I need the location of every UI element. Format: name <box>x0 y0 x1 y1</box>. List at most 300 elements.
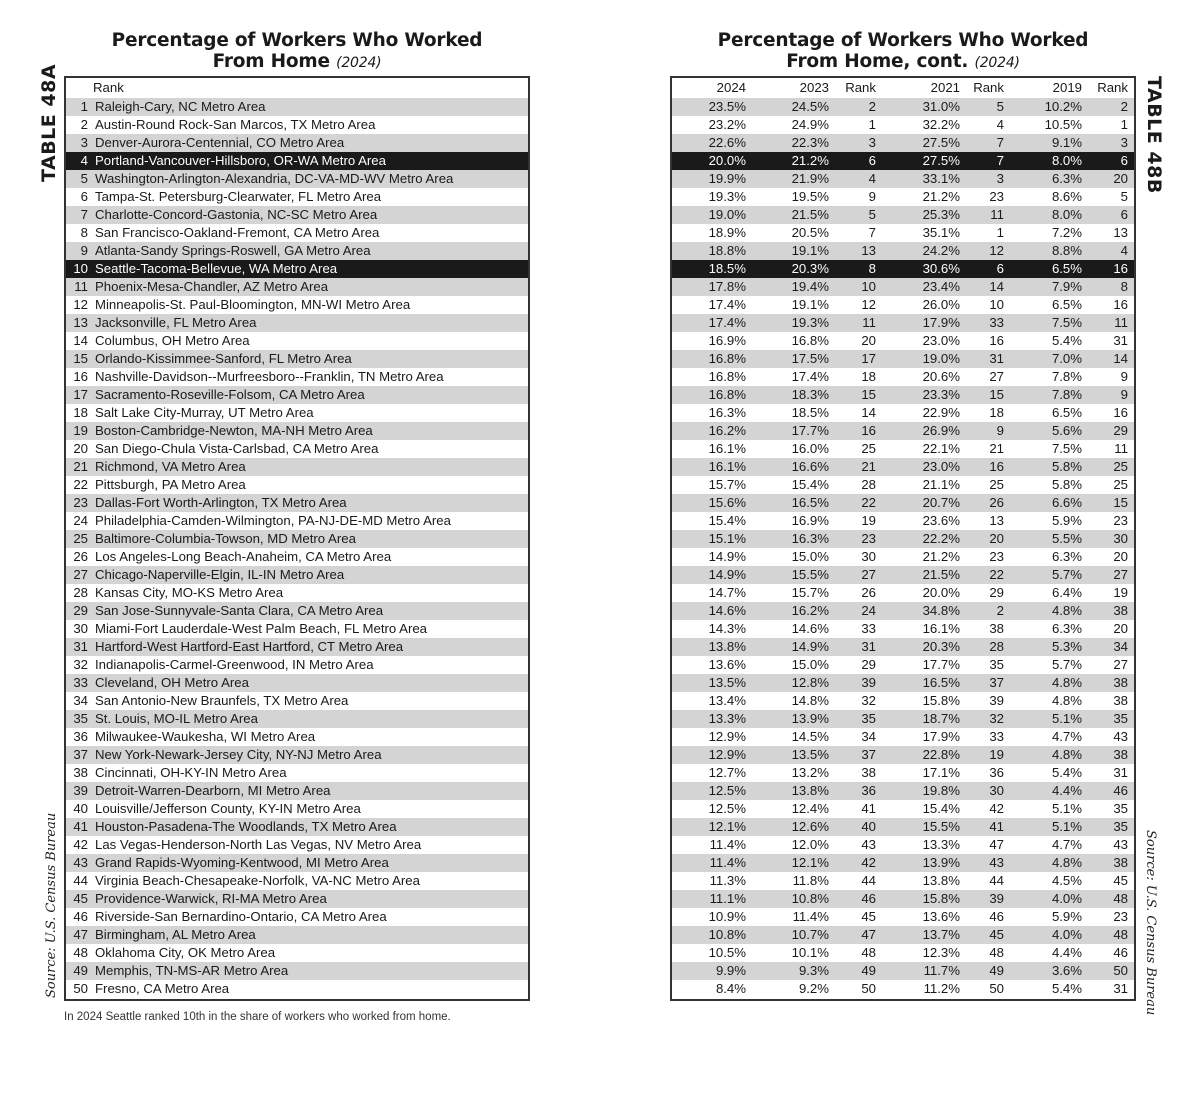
pct-2019-cell: 5.7% <box>1051 567 1082 582</box>
rank-2019-cell: 31 <box>1113 765 1128 780</box>
pct-2019-cell: 8.0% <box>1051 153 1082 168</box>
rank-2021-cell: 11 <box>990 207 1004 222</box>
table-b-title-line1: Percentage of Workers Who Worked <box>717 30 1089 51</box>
table-row <box>672 656 1134 674</box>
rank-number: 27 <box>73 567 88 582</box>
pct-2019-cell: 5.8% <box>1051 459 1082 474</box>
rank-number: 32 <box>73 657 88 672</box>
table-row <box>672 98 1134 116</box>
table-row <box>672 260 1134 278</box>
rank-number: 4 <box>80 153 88 168</box>
metro-area-name: Austin-Round Rock-San Marcos, TX Metro Area <box>95 117 376 132</box>
pct-2023-cell: 12.6% <box>791 819 829 834</box>
rank-number: 45 <box>73 891 88 906</box>
table-row <box>672 692 1134 710</box>
rank-2023-cell: 17 <box>861 351 876 366</box>
pct-2023-cell: 10.8% <box>791 891 829 906</box>
pct-2024-cell: 17.4% <box>708 315 746 330</box>
rank-number: 1 <box>80 99 88 114</box>
pct-2024-cell: 13.8% <box>708 639 746 654</box>
rank-2019-cell: 9 <box>1120 369 1128 384</box>
rank-number: 13 <box>73 315 88 330</box>
metro-area-name: Las Vegas-Henderson-North Las Vegas, NV Metro Area <box>95 837 422 852</box>
table-row <box>672 584 1134 602</box>
rank-number: 43 <box>73 855 88 870</box>
pct-2019-cell: 6.4% <box>1051 585 1082 600</box>
rank-number: 10 <box>73 261 88 276</box>
pct-2023-cell: 21.9% <box>791 171 829 186</box>
rank-2019-cell: 45 <box>1113 873 1128 888</box>
rank-number: 15 <box>73 351 88 366</box>
col-header-2021: 2021 <box>930 80 960 95</box>
pct-2019-cell: 5.8% <box>1051 477 1082 492</box>
pct-2021-cell: 17.1% <box>922 765 960 780</box>
table-row <box>66 890 528 908</box>
rank-2023-cell: 25 <box>861 441 876 456</box>
rank-2019-cell: 34 <box>1113 639 1128 654</box>
pct-2019-cell: 8.0% <box>1051 207 1082 222</box>
table-b-values <box>670 76 1136 1001</box>
pct-2023-cell: 15.7% <box>791 585 829 600</box>
pct-2019-cell: 4.8% <box>1051 693 1082 708</box>
pct-2023-cell: 19.5% <box>791 189 829 204</box>
rank-2021-cell: 4 <box>996 117 1004 132</box>
pct-2021-cell: 27.5% <box>922 135 960 150</box>
rank-2019-cell: 15 <box>1113 495 1128 510</box>
table-row <box>672 854 1134 872</box>
metro-area-name: Boston-Cambridge-Newton, MA-NH Metro Area <box>95 423 373 438</box>
metro-area-name: Sacramento-Roseville-Folsom, CA Metro Area <box>95 387 365 402</box>
col-header-2023: 2023 <box>799 80 829 95</box>
rank-2019-cell: 16 <box>1113 297 1128 312</box>
pct-2024-cell: 18.9% <box>708 225 746 240</box>
rank-2021-cell: 14 <box>989 279 1004 294</box>
table-row <box>66 872 528 890</box>
table-row <box>672 962 1134 980</box>
pct-2021-cell: 11.2% <box>923 981 960 996</box>
table-row <box>66 746 528 764</box>
pct-2019-cell: 4.4% <box>1051 783 1082 798</box>
pct-2021-cell: 12.3% <box>922 945 960 960</box>
pct-2021-cell: 17.9% <box>922 315 960 330</box>
pct-2024-cell: 15.4% <box>708 513 746 528</box>
table-a-body <box>66 98 528 998</box>
table-row <box>66 116 528 134</box>
rank-2021-cell: 41 <box>989 819 1004 834</box>
rank-2019-cell: 6 <box>1120 153 1128 168</box>
rank-2019-cell: 9 <box>1120 387 1128 402</box>
pct-2019-cell: 6.3% <box>1051 171 1082 186</box>
pct-2024-cell: 16.8% <box>708 387 746 402</box>
pct-2019-cell: 5.1% <box>1051 819 1082 834</box>
pct-2019-cell: 6.3% <box>1051 621 1082 636</box>
rank-2019-cell: 31 <box>1113 333 1128 348</box>
rank-number: 38 <box>73 765 88 780</box>
metro-area-name: Portland-Vancouver-Hillsboro, OR-WA Metro Area <box>95 153 386 168</box>
table-row <box>672 386 1134 404</box>
table-row <box>66 440 528 458</box>
rank-2023-cell: 35 <box>861 711 876 726</box>
table-row <box>66 566 528 584</box>
rank-2019-cell: 23 <box>1113 909 1128 924</box>
rank-2021-cell: 42 <box>989 801 1004 816</box>
rank-2019-cell: 43 <box>1113 837 1128 852</box>
table-row <box>672 926 1134 944</box>
table-row <box>672 602 1134 620</box>
table-row <box>66 674 528 692</box>
table-row <box>66 836 528 854</box>
rank-2023-cell: 14 <box>861 405 876 420</box>
pct-2023-cell: 10.1% <box>791 945 829 960</box>
table-row <box>66 764 528 782</box>
metro-area-name: San Antonio-New Braunfels, TX Metro Area <box>95 693 349 708</box>
rank-2021-cell: 13 <box>989 513 1004 528</box>
table-row <box>66 980 528 998</box>
rank-2023-cell: 11 <box>862 315 876 330</box>
rank-number: 23 <box>73 495 88 510</box>
table-row <box>672 134 1134 152</box>
rank-number: 30 <box>73 621 88 636</box>
pct-2021-cell: 31.0% <box>922 99 960 114</box>
table-row <box>672 728 1134 746</box>
rank-2019-cell: 11 <box>1114 315 1128 330</box>
pct-2023-cell: 19.1% <box>791 297 829 312</box>
pct-2021-cell: 20.7% <box>922 495 960 510</box>
table-row <box>672 566 1134 584</box>
pct-2023-cell: 20.5% <box>791 225 829 240</box>
pct-2023-cell: 13.2% <box>791 765 829 780</box>
pct-2019-cell: 5.9% <box>1051 909 1082 924</box>
table-a-title-line2: From Home <box>212 51 330 72</box>
rank-2023-cell: 39 <box>861 675 876 690</box>
table-row <box>672 404 1134 422</box>
col-header-2024: 2024 <box>716 80 746 95</box>
rank-2019-cell: 27 <box>1113 657 1128 672</box>
table-row <box>672 116 1134 134</box>
pct-2024-cell: 14.6% <box>708 603 746 618</box>
rank-2023-cell: 20 <box>861 333 876 348</box>
rank-2021-cell: 33 <box>989 315 1004 330</box>
metro-area-name: Charlotte-Concord-Gastonia, NC-SC Metro Area <box>95 207 378 222</box>
rank-2019-cell: 29 <box>1113 423 1128 438</box>
rank-number: 28 <box>73 585 88 600</box>
metro-area-name: Minneapolis-St. Paul-Bloomington, MN-WI Metro Area <box>95 297 411 312</box>
rank-2019-cell: 38 <box>1113 693 1128 708</box>
table-row <box>66 224 528 242</box>
rank-2019-cell: 35 <box>1113 819 1128 834</box>
rank-2021-cell: 18 <box>989 405 1004 420</box>
pct-2021-cell: 13.6% <box>922 909 960 924</box>
rank-2023-cell: 9 <box>868 189 876 204</box>
pct-2024-cell: 10.5% <box>708 945 746 960</box>
rank-number: 44 <box>73 873 88 888</box>
table-row <box>66 656 528 674</box>
metro-area-name: Dallas-Fort Worth-Arlington, TX Metro Area <box>95 495 347 510</box>
pct-2024-cell: 14.7% <box>708 585 746 600</box>
pct-2019-cell: 6.3% <box>1051 549 1082 564</box>
pct-2021-cell: 30.6% <box>922 261 960 276</box>
table-row <box>66 386 528 404</box>
metro-area-name: Milwaukee-Waukesha, WI Metro Area <box>95 729 316 744</box>
rank-2023-cell: 46 <box>861 891 876 906</box>
rank-number: 9 <box>80 243 88 258</box>
table-row <box>66 620 528 638</box>
pct-2019-cell: 6.5% <box>1051 297 1082 312</box>
metro-area-name: Philadelphia-Camden-Wilmington, PA-NJ-DE-MD Metro Area <box>95 513 451 528</box>
table-row <box>672 908 1134 926</box>
pct-2024-cell: 13.6% <box>708 657 746 672</box>
metro-area-name: Birmingham, AL Metro Area <box>95 927 256 942</box>
rank-2021-cell: 46 <box>989 909 1004 924</box>
table-row <box>66 422 528 440</box>
table-row <box>66 548 528 566</box>
pct-2024-cell: 23.2% <box>708 117 746 132</box>
rank-number: 46 <box>73 909 88 924</box>
pct-2021-cell: 24.2% <box>922 243 960 258</box>
table-row <box>66 206 528 224</box>
metro-area-name: Atlanta-Sandy Springs-Roswell, GA Metro Area <box>95 243 371 258</box>
pct-2021-cell: 22.8% <box>922 747 960 762</box>
table-row <box>66 134 528 152</box>
table-row <box>66 350 528 368</box>
rank-2021-cell: 27 <box>989 369 1004 384</box>
pct-2019-cell: 7.0% <box>1051 351 1082 366</box>
rank-number: 26 <box>73 549 88 564</box>
metro-area-name: Raleigh-Cary, NC Metro Area <box>95 99 266 114</box>
rank-2023-cell: 29 <box>861 657 876 672</box>
pct-2019-cell: 7.5% <box>1051 441 1082 456</box>
pct-2024-cell: 13.4% <box>708 693 746 708</box>
rank-2019-cell: 35 <box>1113 711 1128 726</box>
metro-area-name: Denver-Aurora-Centennial, CO Metro Area <box>95 135 345 150</box>
rank-2021-cell: 2 <box>996 603 1004 618</box>
rank-number: 18 <box>73 405 88 420</box>
rank-2023-cell: 34 <box>861 729 876 744</box>
rank-2023-cell: 7 <box>868 225 876 240</box>
rank-2023-cell: 44 <box>861 873 876 888</box>
table-row <box>672 314 1134 332</box>
metro-area-name: Memphis, TN-MS-AR Metro Area <box>95 963 289 978</box>
metro-area-name: Riverside-San Bernardino-Ontario, CA Metro Area <box>95 909 387 924</box>
table-b-title-year: (2024) <box>974 55 1020 71</box>
table-row <box>66 242 528 260</box>
rank-2023-cell: 43 <box>861 837 876 852</box>
col-header-rank-2019: Rank <box>1097 80 1128 95</box>
rank-2019-cell: 1 <box>1120 117 1128 132</box>
table-row <box>66 494 528 512</box>
rank-2023-cell: 38 <box>861 765 876 780</box>
pct-2021-cell: 23.0% <box>922 333 960 348</box>
pct-2021-cell: 15.8% <box>922 693 960 708</box>
rank-number: 40 <box>73 801 88 816</box>
pct-2021-cell: 21.2% <box>922 549 960 564</box>
pct-2024-cell: 11.1% <box>709 891 746 906</box>
rank-2021-cell: 35 <box>989 657 1004 672</box>
table-row <box>66 782 528 800</box>
metro-area-name: Indianapolis-Carmel-Greenwood, IN Metro Area <box>95 657 374 672</box>
rank-2023-cell: 40 <box>861 819 876 834</box>
table-a-title-line1: Percentage of Workers Who Worked <box>111 30 483 51</box>
table-row <box>672 944 1134 962</box>
rank-number: 22 <box>73 477 88 492</box>
pct-2024-cell: 12.1% <box>708 819 746 834</box>
table-row <box>672 512 1134 530</box>
rank-2021-cell: 44 <box>989 873 1004 888</box>
pct-2024-cell: 16.1% <box>708 441 746 456</box>
metro-area-name: Phoenix-Mesa-Chandler, AZ Metro Area <box>95 279 329 294</box>
pct-2023-cell: 24.5% <box>791 99 829 114</box>
table-row <box>66 404 528 422</box>
rank-2019-cell: 8 <box>1120 279 1128 294</box>
pct-2023-cell: 17.7% <box>791 423 829 438</box>
rank-2021-cell: 1 <box>996 225 1004 240</box>
rank-number: 48 <box>73 945 88 960</box>
pct-2024-cell: 17.8% <box>708 279 746 294</box>
table-row <box>672 800 1134 818</box>
rank-2023-cell: 26 <box>861 585 876 600</box>
rank-2021-cell: 28 <box>989 639 1004 654</box>
rank-number: 50 <box>73 981 88 996</box>
metro-area-name: Grand Rapids-Wyoming-Kentwood, MI Metro Area <box>95 855 389 870</box>
table-row <box>66 458 528 476</box>
table-row <box>672 188 1134 206</box>
rank-2019-cell: 43 <box>1113 729 1128 744</box>
pct-2024-cell: 12.7% <box>708 765 746 780</box>
table-row <box>66 152 528 170</box>
table-row <box>672 836 1134 854</box>
rank-2021-cell: 5 <box>996 99 1004 114</box>
pct-2021-cell: 23.4% <box>922 279 960 294</box>
metro-area-name: Cincinnati, OH-KY-IN Metro Area <box>95 765 287 780</box>
pct-2021-cell: 15.4% <box>922 801 960 816</box>
rank-2021-cell: 45 <box>989 927 1004 942</box>
table-row <box>66 710 528 728</box>
rank-2023-cell: 42 <box>861 855 876 870</box>
pct-2024-cell: 13.3% <box>708 711 746 726</box>
rank-2019-cell: 11 <box>1114 441 1128 456</box>
pct-2023-cell: 15.4% <box>791 477 829 492</box>
table-row <box>66 908 528 926</box>
rank-number: 7 <box>80 207 88 222</box>
pct-2023-cell: 9.2% <box>798 981 829 996</box>
rank-2021-cell: 25 <box>989 477 1004 492</box>
metro-area-name: Houston-Pasadena-The Woodlands, TX Metro Area <box>95 819 397 834</box>
pct-2019-cell: 4.4% <box>1051 945 1082 960</box>
metro-area-name: Cleveland, OH Metro Area <box>95 675 249 690</box>
pct-2024-cell: 16.2% <box>708 423 746 438</box>
pct-2019-cell: 5.4% <box>1051 765 1082 780</box>
metro-area-name: Salt Lake City-Murray, UT Metro Area <box>95 405 314 420</box>
rank-2023-cell: 13 <box>861 243 876 258</box>
metro-area-name: Fresno, CA Metro Area <box>95 981 230 996</box>
table-row <box>66 638 528 656</box>
rank-2019-cell: 48 <box>1113 891 1128 906</box>
rank-number: 24 <box>73 513 88 528</box>
rank-number: 49 <box>73 963 88 978</box>
rank-2023-cell: 48 <box>861 945 876 960</box>
rank-2019-cell: 46 <box>1113 783 1128 798</box>
rank-number: 42 <box>73 837 88 852</box>
pct-2019-cell: 6.5% <box>1051 261 1082 276</box>
pct-2023-cell: 21.2% <box>791 153 829 168</box>
table-a-label: TABLE 48A <box>38 63 60 182</box>
metro-area-name: Orlando-Kissimmee-Sanford, FL Metro Area <box>95 351 352 366</box>
rank-2023-cell: 19 <box>861 513 876 528</box>
pct-2019-cell: 5.6% <box>1051 423 1082 438</box>
pct-2023-cell: 12.0% <box>791 837 829 852</box>
metro-area-name: Oklahoma City, OK Metro Area <box>95 945 276 960</box>
rank-2019-cell: 5 <box>1120 189 1128 204</box>
pct-2023-cell: 17.5% <box>791 351 829 366</box>
metro-area-name: Virginia Beach-Chesapeake-Norfolk, VA-NC Metro Area <box>95 873 420 888</box>
metro-area-name: Hartford-West Hartford-East Hartford, CT Metro Area <box>95 639 404 654</box>
rank-2021-cell: 43 <box>989 855 1004 870</box>
pct-2021-cell: 21.2% <box>922 189 960 204</box>
pct-2021-cell: 34.8% <box>922 603 960 618</box>
pct-2021-cell: 25.3% <box>922 207 960 222</box>
pct-2019-cell: 9.1% <box>1051 135 1082 150</box>
pct-2023-cell: 12.4% <box>791 801 829 816</box>
pct-2021-cell: 13.8% <box>922 873 960 888</box>
rank-number: 17 <box>73 387 88 402</box>
table-row <box>66 692 528 710</box>
pct-2024-cell: 16.3% <box>708 405 746 420</box>
table-row <box>672 674 1134 692</box>
pct-2024-cell: 15.7% <box>708 477 746 492</box>
rank-number: 25 <box>73 531 88 546</box>
pct-2023-cell: 14.9% <box>791 639 829 654</box>
pct-2019-cell: 5.3% <box>1051 639 1082 654</box>
table-row <box>66 818 528 836</box>
pct-2023-cell: 16.3% <box>791 531 829 546</box>
rank-2023-cell: 16 <box>861 423 876 438</box>
rank-2019-cell: 25 <box>1113 477 1128 492</box>
pct-2021-cell: 16.5% <box>922 675 960 690</box>
rank-2021-cell: 49 <box>989 963 1004 978</box>
pct-2023-cell: 16.0% <box>791 441 829 456</box>
pct-2023-cell: 13.8% <box>791 783 829 798</box>
table-row <box>672 494 1134 512</box>
pct-2023-cell: 14.8% <box>791 693 829 708</box>
rank-2019-cell: 2 <box>1120 99 1128 114</box>
pct-2023-cell: 19.1% <box>791 243 829 258</box>
pct-2024-cell: 19.9% <box>708 171 746 186</box>
rank-2023-cell: 1 <box>868 117 876 132</box>
pct-2021-cell: 22.1% <box>922 441 960 456</box>
pct-2021-cell: 23.6% <box>922 513 960 528</box>
col-header-rank-2023: Rank <box>845 80 876 95</box>
pct-2023-cell: 13.5% <box>791 747 829 762</box>
rank-number: 34 <box>73 693 88 708</box>
table-row <box>66 278 528 296</box>
pct-2023-cell: 19.3% <box>791 315 829 330</box>
rank-2021-cell: 32 <box>989 711 1004 726</box>
rank-number: 29 <box>73 603 88 618</box>
rank-2023-cell: 47 <box>861 927 876 942</box>
pct-2019-cell: 4.8% <box>1051 603 1082 618</box>
rank-number: 41 <box>73 819 88 834</box>
rank-number: 20 <box>73 441 88 456</box>
rank-2019-cell: 20 <box>1113 171 1128 186</box>
rank-2023-cell: 49 <box>861 963 876 978</box>
table-row <box>672 476 1134 494</box>
pct-2023-cell: 16.9% <box>791 513 829 528</box>
rank-2021-cell: 20 <box>989 531 1004 546</box>
table-row <box>66 800 528 818</box>
table-b-label: TABLE 48B <box>1143 76 1165 194</box>
pct-2024-cell: 14.9% <box>708 567 746 582</box>
metro-area-name: Detroit-Warren-Dearborn, MI Metro Area <box>95 783 331 798</box>
